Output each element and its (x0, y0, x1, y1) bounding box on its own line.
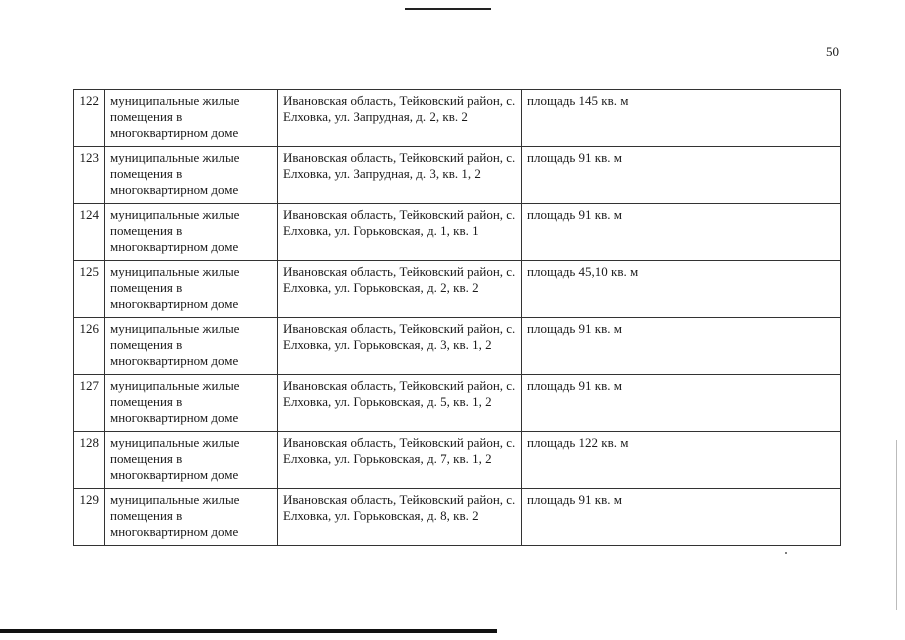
property-area: площадь 91 кв. м (522, 204, 841, 261)
property-address: Ивановская область, Тейковский район, с. Елховка, ул. Горьковская, д. 1, кв. 1 (278, 204, 522, 261)
property-name: муниципальные жилые помещения в многоквартирном доме (105, 147, 278, 204)
table-row (74, 204, 841, 261)
property-address: Ивановская область, Тейковский район, с. Елховка, ул. Горьковская, д. 3, кв. 1, 2 (278, 318, 522, 375)
property-address: Ивановская область, Тейковский район, с. Елховка, ул. Горьковская, д. 7, кв. 1, 2 (278, 432, 522, 489)
table-row (74, 432, 841, 489)
row-number: 123 (74, 147, 105, 204)
property-area: площадь 45,10 кв. м (522, 261, 841, 318)
property-address: Ивановская область, Тейковский район, с. Елховка, ул. Запрудная, д. 2, кв. 2 (278, 90, 522, 147)
property-name: муниципальные жилые помещения в многоквартирном доме (105, 90, 278, 147)
property-area: площадь 91 кв. м (522, 147, 841, 204)
table-row (74, 90, 841, 147)
table-row (74, 261, 841, 318)
property-name: муниципальные жилые помещения в многоквартирном доме (105, 375, 278, 432)
row-number: 125 (74, 261, 105, 318)
property-address: Ивановская область, Тейковский район, с. Елховка, ул. Горьковская, д. 2, кв. 2 (278, 261, 522, 318)
bottom-rule (0, 629, 497, 633)
property-name: муниципальные жилые помещения в многоквартирном доме (105, 261, 278, 318)
property-area: площадь 91 кв. м (522, 489, 841, 546)
property-area: площадь 91 кв. м (522, 375, 841, 432)
row-number: 124 (74, 204, 105, 261)
table-row (74, 375, 841, 432)
table-row (74, 318, 841, 375)
row-number: 126 (74, 318, 105, 375)
property-address: Ивановская область, Тейковский район, с. Елховка, ул. Горьковская, д. 5, кв. 1, 2 (278, 375, 522, 432)
page-number: 50 (826, 44, 839, 59)
property-area: площадь 145 кв. м (522, 90, 841, 147)
property-address: Ивановская область, Тейковский район, с. Елховка, ул. Горьковская, д. 8, кв. 2 (278, 489, 522, 546)
property-table (73, 89, 841, 546)
row-number: 122 (74, 90, 105, 147)
row-number: 127 (74, 375, 105, 432)
property-name: муниципальные жилые помещения в многоквартирном доме (105, 204, 278, 261)
table-row (74, 147, 841, 204)
row-number: 129 (74, 489, 105, 546)
property-area: площадь 122 кв. м (522, 432, 841, 489)
row-number: 128 (74, 432, 105, 489)
table-row (74, 489, 841, 546)
property-address: Ивановская область, Тейковский район, с. Елховка, ул. Запрудная, д. 3, кв. 1, 2 (278, 147, 522, 204)
top-rule (405, 8, 491, 10)
property-name: муниципальные жилые помещения в многоквартирном доме (105, 432, 278, 489)
scan-speck (785, 552, 787, 554)
property-name: муниципальные жилые помещения в многоквартирном доме (105, 489, 278, 546)
scan-edge-mark (896, 440, 897, 610)
property-name: муниципальные жилые помещения в многоквартирном доме (105, 318, 278, 375)
property-area: площадь 91 кв. м (522, 318, 841, 375)
